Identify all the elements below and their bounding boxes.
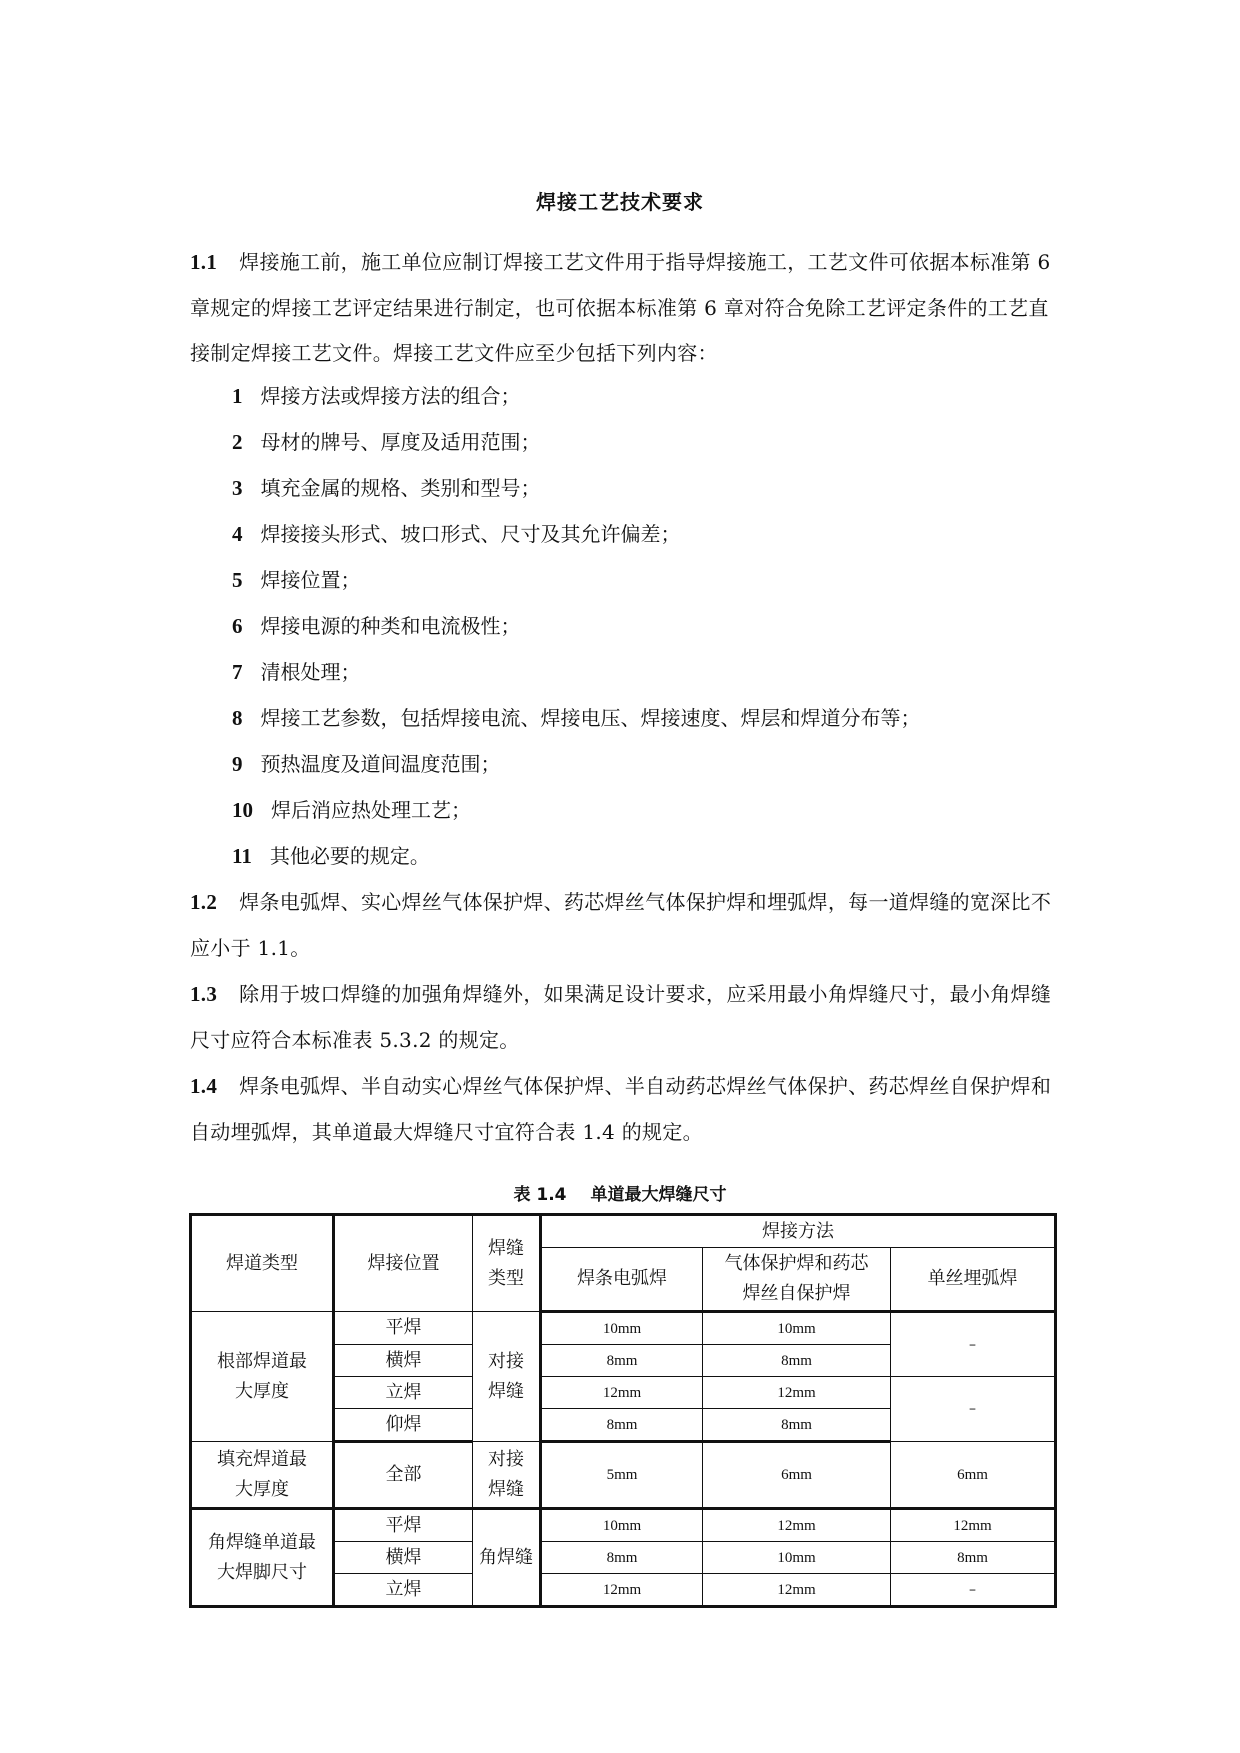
item-number: 10	[232, 798, 253, 822]
section-1-4	[190, 1064, 1054, 1155]
cell-gas: 10mm	[703, 1312, 891, 1345]
item-text: 其他必要的规定。	[269, 844, 430, 868]
cell-gas: 8mm	[703, 1345, 891, 1377]
item-text: 预热温度及道间温度范围；	[260, 752, 501, 776]
section-number: 1.4	[190, 1074, 218, 1098]
cell-saw: –	[891, 1574, 1056, 1607]
list-item	[232, 519, 681, 549]
cell-position: 平焊	[334, 1509, 473, 1542]
cell-gas: 8mm	[703, 1409, 891, 1442]
item-number: 9	[232, 752, 243, 776]
item-number: 1	[232, 384, 243, 408]
item-text: 焊后消应热处理工艺；	[271, 798, 471, 822]
header-pass-type: 焊道类型	[191, 1215, 334, 1312]
list-item	[232, 795, 471, 825]
cell-position: 横焊	[334, 1542, 473, 1574]
list-item	[232, 841, 430, 871]
list-item	[232, 427, 541, 457]
cell-smaw: 8mm	[541, 1345, 703, 1377]
list-item	[232, 657, 361, 687]
cell-gas: 12mm	[703, 1377, 891, 1409]
group-fillet-label: 角焊缝单道最大焊脚尺寸	[191, 1509, 334, 1607]
item-number: 8	[232, 706, 243, 730]
header-method: 焊接方法	[541, 1215, 1056, 1248]
cell-smaw: 10mm	[541, 1312, 703, 1345]
cell-position: 立焊	[334, 1574, 473, 1607]
section-text: 焊接施工前，施工单位应制订焊接工艺文件用于指导焊接施工，工艺文件可依据本标准第 6 章规定的焊接工艺评定结果进行制定，也可依据本标准第 6 章对符合免除工艺评定条件的工艺直接制定焊接工艺文件。焊接工艺文件应至少包括下列内容：	[190, 250, 1051, 365]
cell-saw: 12mm	[891, 1509, 1056, 1542]
item-text: 清根处理；	[260, 660, 361, 684]
item-text: 焊接方法或焊接方法的组合；	[260, 384, 521, 408]
table-caption	[0, 1180, 1240, 1205]
section-text: 焊条电弧焊、实心焊丝气体保护焊、药芯焊丝气体保护焊和埋弧焊，每一道焊缝的宽深比不应小于 1.1。	[190, 890, 1052, 960]
item-number: 2	[232, 430, 243, 454]
item-number: 11	[232, 844, 252, 868]
cell-smaw: 8mm	[541, 1542, 703, 1574]
item-number: 7	[232, 660, 243, 684]
list-item	[232, 473, 541, 503]
item-number: 3	[232, 476, 243, 500]
header-weld-type: 焊缝类型	[473, 1215, 541, 1312]
cell-gas: 10mm	[703, 1542, 891, 1574]
section-number: 1.3	[190, 982, 218, 1006]
table-number: 表 1.4	[513, 1185, 567, 1205]
group-fill-weld: 对接焊缝	[473, 1442, 541, 1509]
list-item	[232, 381, 521, 411]
group-fill-label: 填充焊道最大厚度	[191, 1442, 334, 1509]
page-title: 焊接工艺技术要求	[536, 190, 704, 214]
cell-smaw: 10mm	[541, 1509, 703, 1542]
cell-smaw: 12mm	[541, 1574, 703, 1607]
list-item	[232, 611, 521, 641]
list-item	[232, 565, 361, 595]
item-number: 5	[232, 568, 243, 592]
item-text: 焊接接头形式、坡口形式、尺寸及其允许偏差；	[260, 522, 681, 546]
header-saw: 单丝埋弧焊	[891, 1248, 1056, 1312]
cell-position: 平焊	[334, 1312, 473, 1345]
cell-position: 全部	[334, 1442, 473, 1509]
list-item	[232, 749, 501, 779]
section-1-2	[190, 880, 1054, 971]
cell-position: 横焊	[334, 1345, 473, 1377]
header-gas: 气体保护焊和药芯焊丝自保护焊	[703, 1248, 891, 1312]
cell-smaw: 8mm	[541, 1409, 703, 1442]
section-number: 1.1	[190, 250, 218, 274]
header-smaw: 焊条电弧焊	[541, 1248, 703, 1312]
item-text: 焊接电源的种类和电流极性；	[260, 614, 521, 638]
group-fillet-weld: 角焊缝	[473, 1509, 541, 1607]
group-root-weld: 对接焊缝	[473, 1312, 541, 1442]
item-number: 6	[232, 614, 243, 638]
cell-saw: –	[891, 1377, 1056, 1442]
cell-saw: 8mm	[891, 1542, 1056, 1574]
section-text: 除用于坡口焊缝的加强角焊缝外，如果满足设计要求，应采用最小角焊缝尺寸，最小角焊缝尺寸应符合本标准表 5.3.2 的规定。	[190, 982, 1052, 1052]
table-title: 单道最大焊缝尺寸	[590, 1185, 727, 1205]
weld-size-table	[189, 1213, 1057, 1608]
section-number: 1.2	[190, 890, 218, 914]
item-text: 母材的牌号、厚度及适用范围；	[260, 430, 541, 454]
header-position: 焊接位置	[334, 1215, 473, 1312]
item-text: 焊接位置；	[260, 568, 361, 592]
item-number: 4	[232, 522, 243, 546]
cell-gas: 6mm	[703, 1442, 891, 1509]
group-root-label: 根部焊道最大厚度	[191, 1312, 334, 1442]
cell-smaw: 5mm	[541, 1442, 703, 1509]
item-text: 焊接工艺参数，包括焊接电流、焊接电压、焊接速度、焊层和焊道分布等；	[260, 706, 921, 730]
cell-gas: 12mm	[703, 1509, 891, 1542]
section-1-1	[190, 240, 1054, 377]
section-text: 焊条电弧焊、半自动实心焊丝气体保护焊、半自动药芯焊丝气体保护、药芯焊丝自保护焊和自动埋弧焊，其单道最大焊缝尺寸宜符合表 1.4 的规定。	[190, 1074, 1052, 1144]
cell-smaw: 12mm	[541, 1377, 703, 1409]
cell-gas: 12mm	[703, 1574, 891, 1607]
cell-position: 立焊	[334, 1377, 473, 1409]
item-text: 填充金属的规格、类别和型号；	[260, 476, 541, 500]
list-item	[232, 703, 921, 733]
section-1-3	[190, 972, 1054, 1063]
cell-position: 仰焊	[334, 1409, 473, 1442]
cell-saw: 6mm	[891, 1442, 1056, 1509]
cell-saw: –	[891, 1312, 1056, 1377]
